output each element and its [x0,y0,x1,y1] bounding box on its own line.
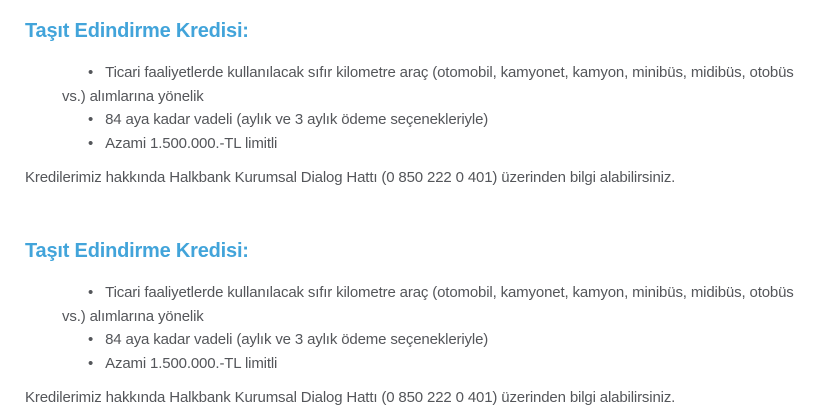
feature-item: • Azami 1.500.000.-TL limitli [62,352,811,376]
feature-item: • Azami 1.500.000.-TL limitli [62,132,811,156]
section-heading: Taşıt Edindirme Kredisi: [25,20,249,42]
feature-item: • Ticari faaliyetlerde kullanılacak sıfır kilometre araç (otomobil, kamyonet, kamyon, minibüs, midibüs, otobüs vs.) alımlarına yönelik [62,61,811,108]
section-heading: Taşıt Edindirme Kredisi: [25,240,249,262]
credit-section [25,19,811,189]
credit-section [25,239,811,409]
feature-item: • Ticari faaliyetlerde kullanılacak sıfır kilometre araç (otomobil, kamyonet, kamyon, minibüs, midibüs, otobüs vs.) alımlarına yönelik [62,281,811,328]
feature-list [25,61,811,155]
contact-info-text: Kredilerimiz hakkında Halkbank Kurumsal Dialog Hattı (0 850 222 0 401) üzerinden bilgi alabilirsiniz. [25,389,676,406]
feature-list [25,281,811,375]
feature-item: • 84 aya kadar vadeli (aylık ve 3 aylık ödeme seçenekleriyle) [62,108,811,132]
feature-item: • 84 aya kadar vadeli (aylık ve 3 aylık ödeme seçenekleriyle) [62,328,811,352]
contact-info-text: Kredilerimiz hakkında Halkbank Kurumsal Dialog Hattı (0 850 222 0 401) üzerinden bilgi alabilirsiniz. [25,169,676,186]
